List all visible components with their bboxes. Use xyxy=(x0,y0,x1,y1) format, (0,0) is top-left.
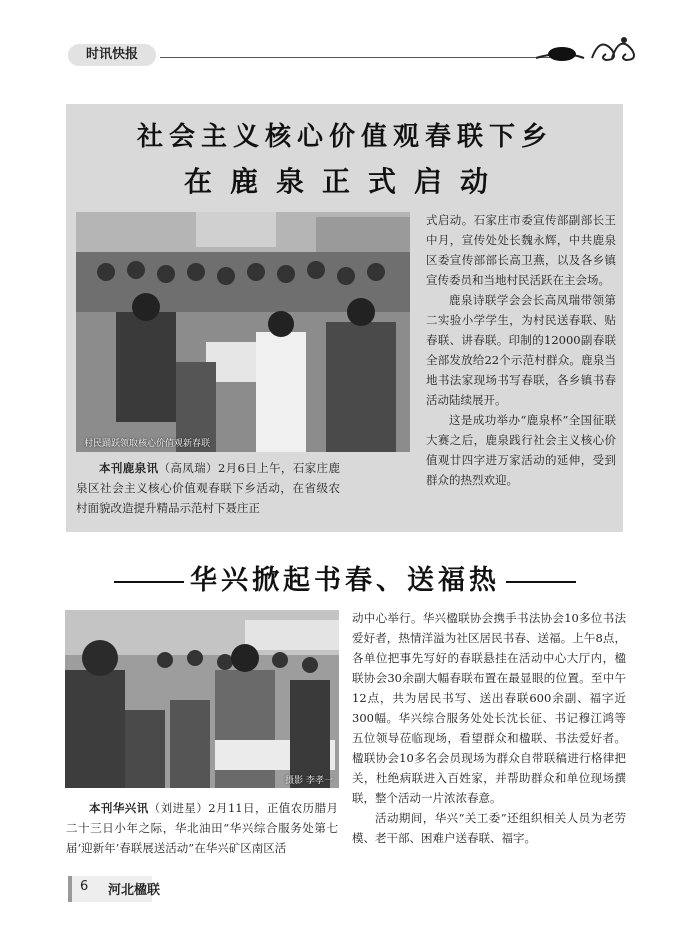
article2-lead-author: （刘进星） xyxy=(148,801,209,815)
article2-photo xyxy=(65,610,339,788)
article2-right-para1: 动中心举行。华兴楹联协会携手书法协会10多位书法爱好者，热情洋溢为社区居民书春、送福。上午8点，各单位把事先写好的春联悬挂在活动中心大厅内，楹联协会30余副大幅春联布置在最显眼的位置。至中午12点，共为居民书写、送出春联600余副、福字近300幅。华兴综合服务处处长沈长征、书记穆江鸿等五位领导莅临现场，看望群众和楹联、书法爱好者。楹联协会10多名会员现场为群众自带联稿进行格律把关，杜绝病联进入百姓家，并帮助群众和单位现场撰联，整个活动一片浓浓春意。 xyxy=(352,611,626,805)
article2-right-column xyxy=(352,608,626,848)
swirl-ornament-icon xyxy=(532,28,644,72)
calligraphy-event-photo-illustration xyxy=(65,610,339,788)
article2-title-text: 华兴掀起书春、送福热 xyxy=(190,565,500,596)
article2-lead-prefix: 本刊华兴讯 xyxy=(89,801,149,815)
article1-lead-text: 2月6日上午，石家庄鹿泉区社会主义核心价值观春联下乡活动，在省级农村面貌改造提升精品示范村下聂庄正 xyxy=(76,461,340,515)
article1-right-column xyxy=(426,210,616,490)
section-label: 时讯快报 xyxy=(68,44,156,66)
article1-photo-caption: 村民踊跃领取核心价值观新春联 xyxy=(84,439,211,449)
crowd-photo-illustration xyxy=(76,212,410,452)
article1-lead xyxy=(76,458,340,518)
article1-right-para2: 鹿泉诗联学会会长高凤瑞带领第二实验小学学生，为村民送春联、贴春联、讲春联。印制的12000副春联全部发放给22个示范村群众。鹿泉当地书法家现场书写春联，各乡镇书春活动陆续展开。 xyxy=(426,293,616,407)
page-number: 6 xyxy=(80,879,89,894)
footer-accent-bar xyxy=(68,876,72,902)
article2-right-para2: 活动期间，华兴“关工委”还组织相关人员为老劳模、老干部、困难户送春联、福字。 xyxy=(352,811,626,845)
article2-photo-credit: 摄影 李孝一 xyxy=(285,776,333,786)
article1-title-line2: 在鹿泉正式启动 xyxy=(183,165,506,198)
article2-lead-text: 2月11日，正值农历腊月二十三日小年之际，华北油田“华兴综合服务处第七届‘迎新年’春联展送活动”在华兴矿区南区活 xyxy=(66,801,339,855)
article1-right-para1: 式启动。石家庄市委宣传部副部长王中月，宣传处处长魏永辉，中共鹿泉区委宣传部部长高卫燕，以及各乡镇宣传委员和当地村民活跃在主会场。 xyxy=(426,213,616,287)
article1-lead-author: （高凤瑞） xyxy=(158,461,218,475)
article2-title xyxy=(0,558,690,597)
title-dash-left xyxy=(114,581,184,583)
article1-right-para3: 这是成功举办“鹿泉杯”全国征联大赛之后，鹿泉践行社会主义核心价值观廿四字进万家活动的延伸，受到群众的热烈欢迎。 xyxy=(426,413,616,487)
magazine-name: 河北楹联 xyxy=(108,883,161,898)
article1-title-line1: 社会主义核心价值观春联下乡 xyxy=(136,122,553,152)
title-dash-right xyxy=(506,581,576,583)
article1-photo xyxy=(76,212,410,452)
article2-lead xyxy=(66,798,338,858)
header-rule xyxy=(160,57,570,58)
article1-lead-prefix: 本刊鹿泉讯 xyxy=(99,461,159,475)
